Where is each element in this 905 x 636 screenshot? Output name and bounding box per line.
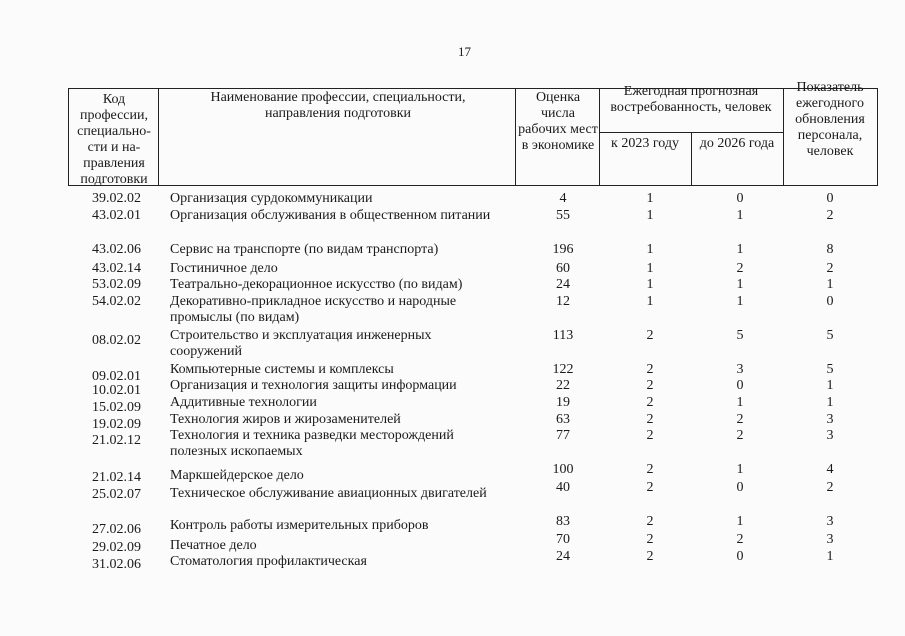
row-y2023: 2 xyxy=(646,480,654,495)
header-name: Наименование профессии, специальности, направления подготовки xyxy=(210,90,466,121)
table-header xyxy=(68,80,878,187)
row-y2026: 2 xyxy=(736,412,744,427)
row-code: 15.02.09 xyxy=(92,400,141,415)
row-code: 21.02.12 xyxy=(92,433,141,448)
row-y2026: 1 xyxy=(736,462,744,477)
row-y2023: 2 xyxy=(646,514,654,529)
row-y2026: 2 xyxy=(736,261,744,276)
row-renewal: 8 xyxy=(826,242,834,257)
row-jobs: 63 xyxy=(556,412,570,427)
row-y2026: 1 xyxy=(736,208,744,223)
row-name: Технология жиров и жирозаменителей xyxy=(170,412,401,427)
row-y2026: 3 xyxy=(736,362,744,377)
row-renewal: 5 xyxy=(826,362,834,377)
row-name: Маркшейдерское дело xyxy=(170,468,304,483)
header-demand: Ежегодная прогнозная востребованность, человек xyxy=(610,84,772,115)
row-jobs: 40 xyxy=(556,480,570,495)
row-jobs: 122 xyxy=(552,362,574,377)
row-code: 39.02.02 xyxy=(92,191,141,206)
row-jobs: 4 xyxy=(559,191,567,206)
row-code: 31.02.06 xyxy=(92,557,141,572)
row-name: Организация сурдокоммуникации xyxy=(170,191,373,206)
row-code: 53.02.09 xyxy=(92,277,141,292)
row-renewal: 5 xyxy=(826,328,834,343)
row-renewal: 4 xyxy=(826,462,834,477)
row-y2023: 2 xyxy=(646,395,654,410)
row-y2023: 2 xyxy=(646,428,654,443)
row-name: Компьютерные системы и комплексы xyxy=(170,362,394,377)
row-y2026: 0 xyxy=(736,191,744,206)
row-renewal: 3 xyxy=(826,532,834,547)
row-jobs: 100 xyxy=(552,462,574,477)
row-y2023: 1 xyxy=(646,208,654,223)
row-y2023: 1 xyxy=(646,242,654,257)
row-jobs: 12 xyxy=(556,294,570,309)
row-y2026: 0 xyxy=(736,378,744,393)
row-y2023: 2 xyxy=(646,362,654,377)
row-renewal: 1 xyxy=(826,378,834,393)
row-code: 43.02.06 xyxy=(92,242,141,257)
row-name: Театрально-декорационное искусство (по видам) xyxy=(170,277,463,292)
row-y2023: 1 xyxy=(646,277,654,292)
row-renewal: 3 xyxy=(826,428,834,443)
row-renewal: 0 xyxy=(826,294,834,309)
row-code: 25.02.07 xyxy=(92,487,141,502)
row-y2023: 2 xyxy=(646,462,654,477)
row-renewal: 1 xyxy=(826,549,834,564)
row-name: Печатное дело xyxy=(170,538,257,553)
row-name: Гостиничное дело xyxy=(170,261,278,276)
row-code: 19.02.09 xyxy=(92,417,141,432)
row-y2023: 2 xyxy=(646,532,654,547)
row-name: Аддитивные технологии xyxy=(170,395,317,410)
header-renewal: Показатель ежегодного обновления персонала, человек xyxy=(795,80,865,159)
row-jobs: 24 xyxy=(556,549,570,564)
row-y2026: 1 xyxy=(736,277,744,292)
row-code: 43.02.14 xyxy=(92,261,141,276)
row-y2026: 0 xyxy=(736,480,744,495)
row-renewal: 3 xyxy=(826,412,834,427)
row-y2026: 1 xyxy=(736,294,744,309)
row-name: Декоративно-прикладное искусство и народные промыслы (по видам) xyxy=(170,294,457,325)
row-code: 10.02.01 xyxy=(92,383,141,398)
row-jobs: 70 xyxy=(556,532,570,547)
row-y2026: 2 xyxy=(736,532,744,547)
row-y2026: 1 xyxy=(736,395,744,410)
row-y2023: 2 xyxy=(646,549,654,564)
row-y2026: 0 xyxy=(736,549,744,564)
row-code: 29.02.09 xyxy=(92,540,141,555)
row-y2023: 2 xyxy=(646,328,654,343)
row-y2026: 5 xyxy=(736,328,744,343)
row-renewal: 1 xyxy=(826,277,834,292)
row-jobs: 60 xyxy=(556,261,570,276)
row-renewal: 2 xyxy=(826,208,834,223)
header-y2026: до 2026 года xyxy=(699,136,775,151)
row-y2023: 2 xyxy=(646,412,654,427)
row-y2026: 1 xyxy=(736,514,744,529)
header-y2023: к 2023 году xyxy=(611,136,679,151)
header-jobs: Оценка числа рабочих мест в экономике xyxy=(518,90,598,153)
row-jobs: 19 xyxy=(556,395,570,410)
row-renewal: 2 xyxy=(826,480,834,495)
row-jobs: 55 xyxy=(556,208,570,223)
row-name: Техническое обслуживание авиационных двигателей xyxy=(170,486,487,501)
row-jobs: 113 xyxy=(552,328,574,343)
row-renewal: 3 xyxy=(826,514,834,529)
row-renewal: 0 xyxy=(826,191,834,206)
header-code: Код профессии, специально-сти и на-правления подготовки xyxy=(77,92,151,187)
row-name: Организация и технология защиты информации xyxy=(170,378,457,393)
row-code: 21.02.14 xyxy=(92,470,141,485)
row-code: 54.02.02 xyxy=(92,294,141,309)
row-y2023: 2 xyxy=(646,378,654,393)
row-jobs: 77 xyxy=(556,428,570,443)
row-renewal: 1 xyxy=(826,395,834,410)
row-code: 43.02.01 xyxy=(92,208,141,223)
row-jobs: 24 xyxy=(556,277,570,292)
row-y2026: 1 xyxy=(736,242,744,257)
row-name: Организация обслуживания в общественном питании xyxy=(170,208,491,223)
row-renewal: 2 xyxy=(826,261,834,276)
row-code: 09.02.01 xyxy=(92,369,141,384)
row-name: Сервис на транспорте (по видам транспорта) xyxy=(170,242,439,257)
row-y2026: 2 xyxy=(736,428,744,443)
row-y2023: 1 xyxy=(646,261,654,276)
page-number: 17 xyxy=(458,44,471,59)
row-name: Стоматология профилактическая xyxy=(170,554,367,569)
row-name: Технология и техника разведки месторождений полезных ископаемых xyxy=(170,428,454,459)
row-jobs: 196 xyxy=(552,242,574,257)
row-jobs: 22 xyxy=(556,378,570,393)
row-y2023: 1 xyxy=(646,191,654,206)
row-name: Контроль работы измерительных приборов xyxy=(170,518,429,533)
row-jobs: 83 xyxy=(556,514,570,529)
row-y2023: 1 xyxy=(646,294,654,309)
row-code: 08.02.02 xyxy=(92,333,141,348)
row-name: Строительство и эксплуатация инженерных сооружений xyxy=(170,328,432,359)
row-code: 27.02.06 xyxy=(92,522,141,537)
